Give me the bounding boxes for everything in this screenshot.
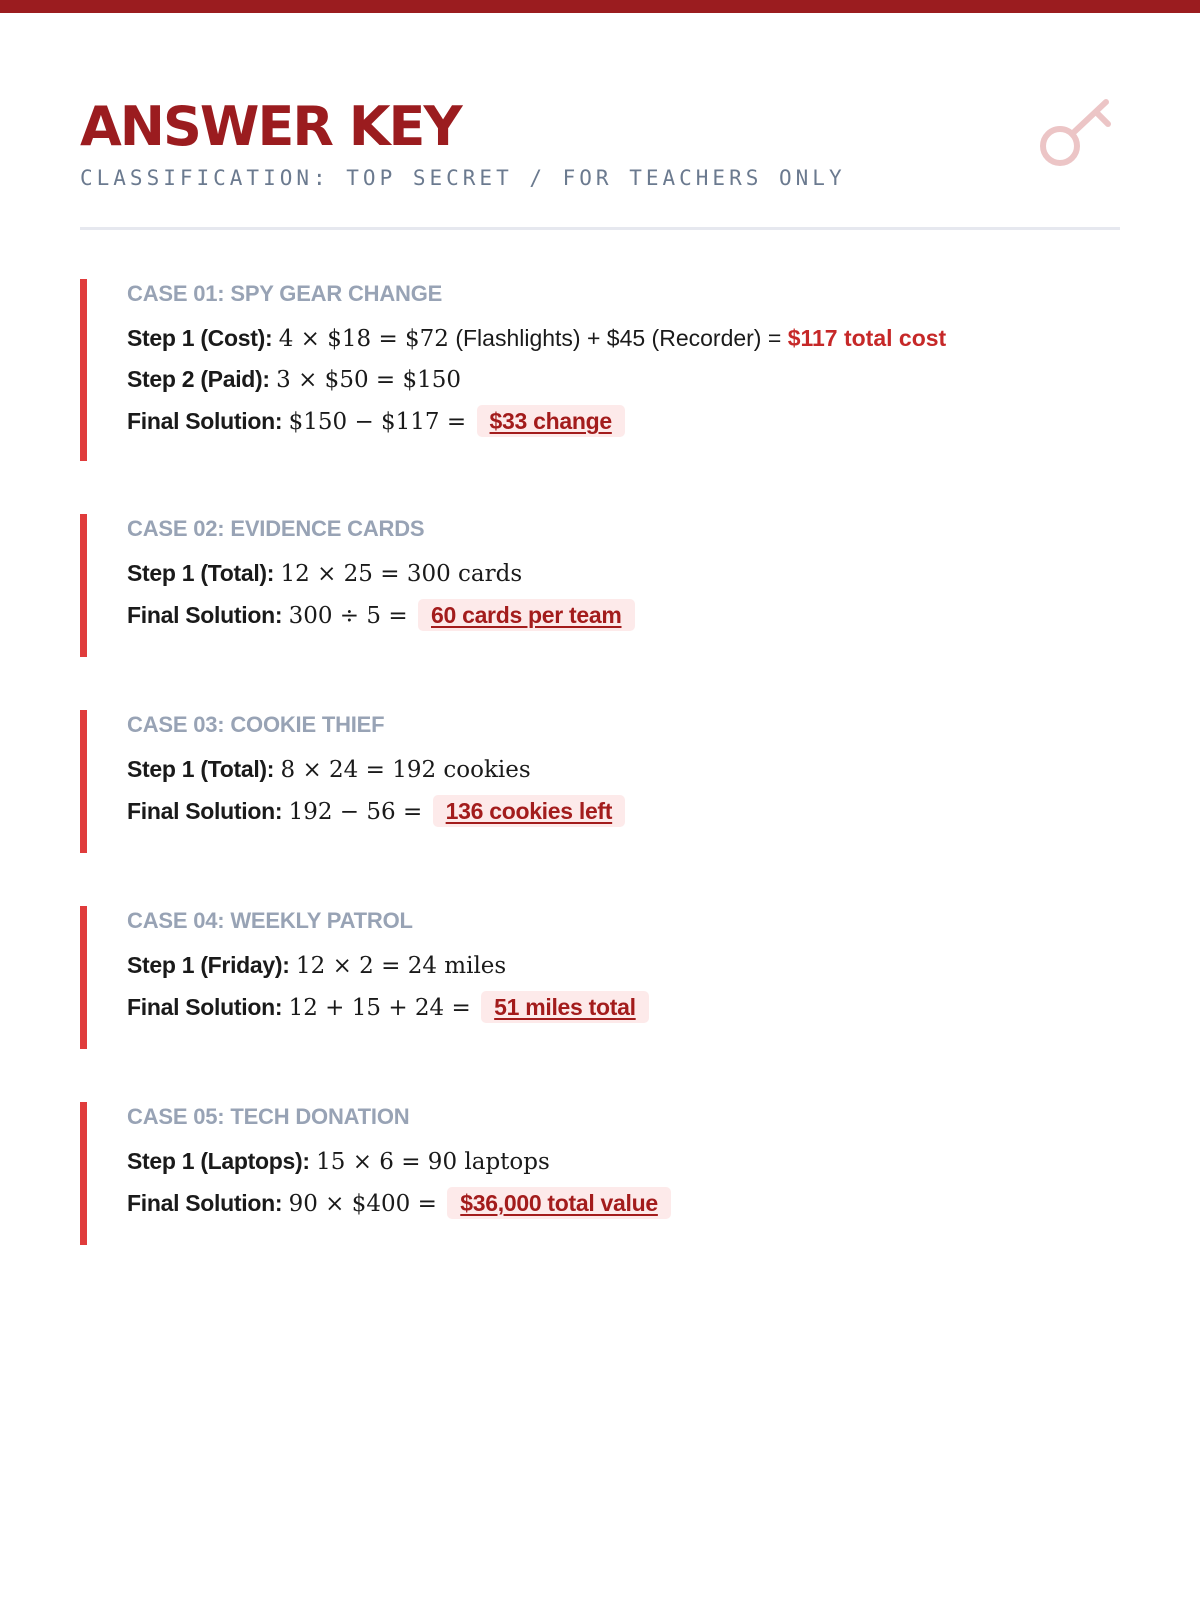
step-1 bbox=[127, 1146, 1107, 1177]
final-solution bbox=[127, 405, 1107, 437]
answer-badge: 60 cards per team bbox=[418, 599, 635, 631]
answer-badge: $36,000 total value bbox=[447, 1187, 671, 1219]
final-label: Final Solution: bbox=[127, 408, 283, 434]
final-solution bbox=[127, 1187, 1107, 1219]
step-label: Step 1 (Friday): bbox=[127, 952, 290, 978]
case-card-04 bbox=[80, 906, 1107, 1049]
final-solution bbox=[127, 795, 1107, 827]
step-label: Step 2 (Paid): bbox=[127, 366, 270, 392]
case-title: CASE 01: SPY GEAR CHANGE bbox=[127, 281, 443, 306]
final-math: 12 + 15 + 24 = bbox=[288, 995, 471, 1021]
answer-badge: 136 cookies left bbox=[433, 795, 626, 827]
step-math: 12 × 25 = 300 cards bbox=[280, 561, 523, 587]
case-title: CASE 02: EVIDENCE CARDS bbox=[127, 516, 425, 541]
step-label: Step 1 (Cost): bbox=[127, 325, 273, 351]
step-math: 8 × 24 = 192 cookies bbox=[280, 757, 531, 783]
classification-subtitle: CLASSIFICATION: TOP SECRET / FOR TEACHERS ONLY bbox=[80, 166, 846, 190]
case-card-03 bbox=[80, 710, 1107, 853]
step-label: Step 1 (Total): bbox=[127, 756, 275, 782]
case-title: CASE 05: TECH DONATION bbox=[127, 1104, 410, 1129]
step-2 bbox=[127, 364, 1107, 395]
final-math: 300 ÷ 5 = bbox=[288, 603, 408, 629]
step-1 bbox=[127, 558, 1107, 589]
final-math: 90 × $400 = bbox=[288, 1191, 437, 1217]
answer-badge: $33 change bbox=[477, 405, 625, 437]
page-title: ANSWER KEY bbox=[80, 95, 461, 158]
step-text: (Flashlights) + $45 (Recorder) = bbox=[448, 325, 788, 351]
case-card-02 bbox=[80, 514, 1107, 657]
case-card-05 bbox=[80, 1102, 1107, 1245]
step-math: 3 × $50 = $150 bbox=[276, 367, 462, 393]
step-math: 4 × $18 = $72 bbox=[278, 326, 449, 352]
final-label: Final Solution: bbox=[127, 1190, 283, 1216]
final-solution bbox=[127, 599, 1107, 631]
final-math: 192 − 56 = bbox=[288, 799, 423, 825]
final-label: Final Solution: bbox=[127, 994, 283, 1020]
step-math: 15 × 6 = 90 laptops bbox=[316, 1149, 550, 1175]
step-label: Step 1 (Total): bbox=[127, 560, 275, 586]
step-label: Step 1 (Laptops): bbox=[127, 1148, 310, 1174]
key-icon bbox=[1038, 94, 1118, 170]
case-card-01 bbox=[80, 279, 1107, 461]
final-solution bbox=[127, 991, 1107, 1023]
step-math: 12 × 2 = 24 miles bbox=[296, 953, 507, 979]
final-math: $150 − $117 = bbox=[288, 409, 467, 435]
step-1 bbox=[127, 950, 1107, 981]
step-highlight: $117 total cost bbox=[787, 325, 947, 351]
case-title: CASE 04: WEEKLY PATROL bbox=[127, 908, 413, 933]
final-label: Final Solution: bbox=[127, 798, 283, 824]
top-accent-bar bbox=[0, 0, 1200, 13]
step-1 bbox=[127, 323, 1107, 354]
case-title: CASE 03: COOKIE THIEF bbox=[127, 712, 385, 737]
header-divider bbox=[80, 227, 1120, 230]
answer-badge: 51 miles total bbox=[481, 991, 649, 1023]
final-label: Final Solution: bbox=[127, 602, 283, 628]
step-1 bbox=[127, 754, 1107, 785]
page-header bbox=[80, 96, 1120, 190]
